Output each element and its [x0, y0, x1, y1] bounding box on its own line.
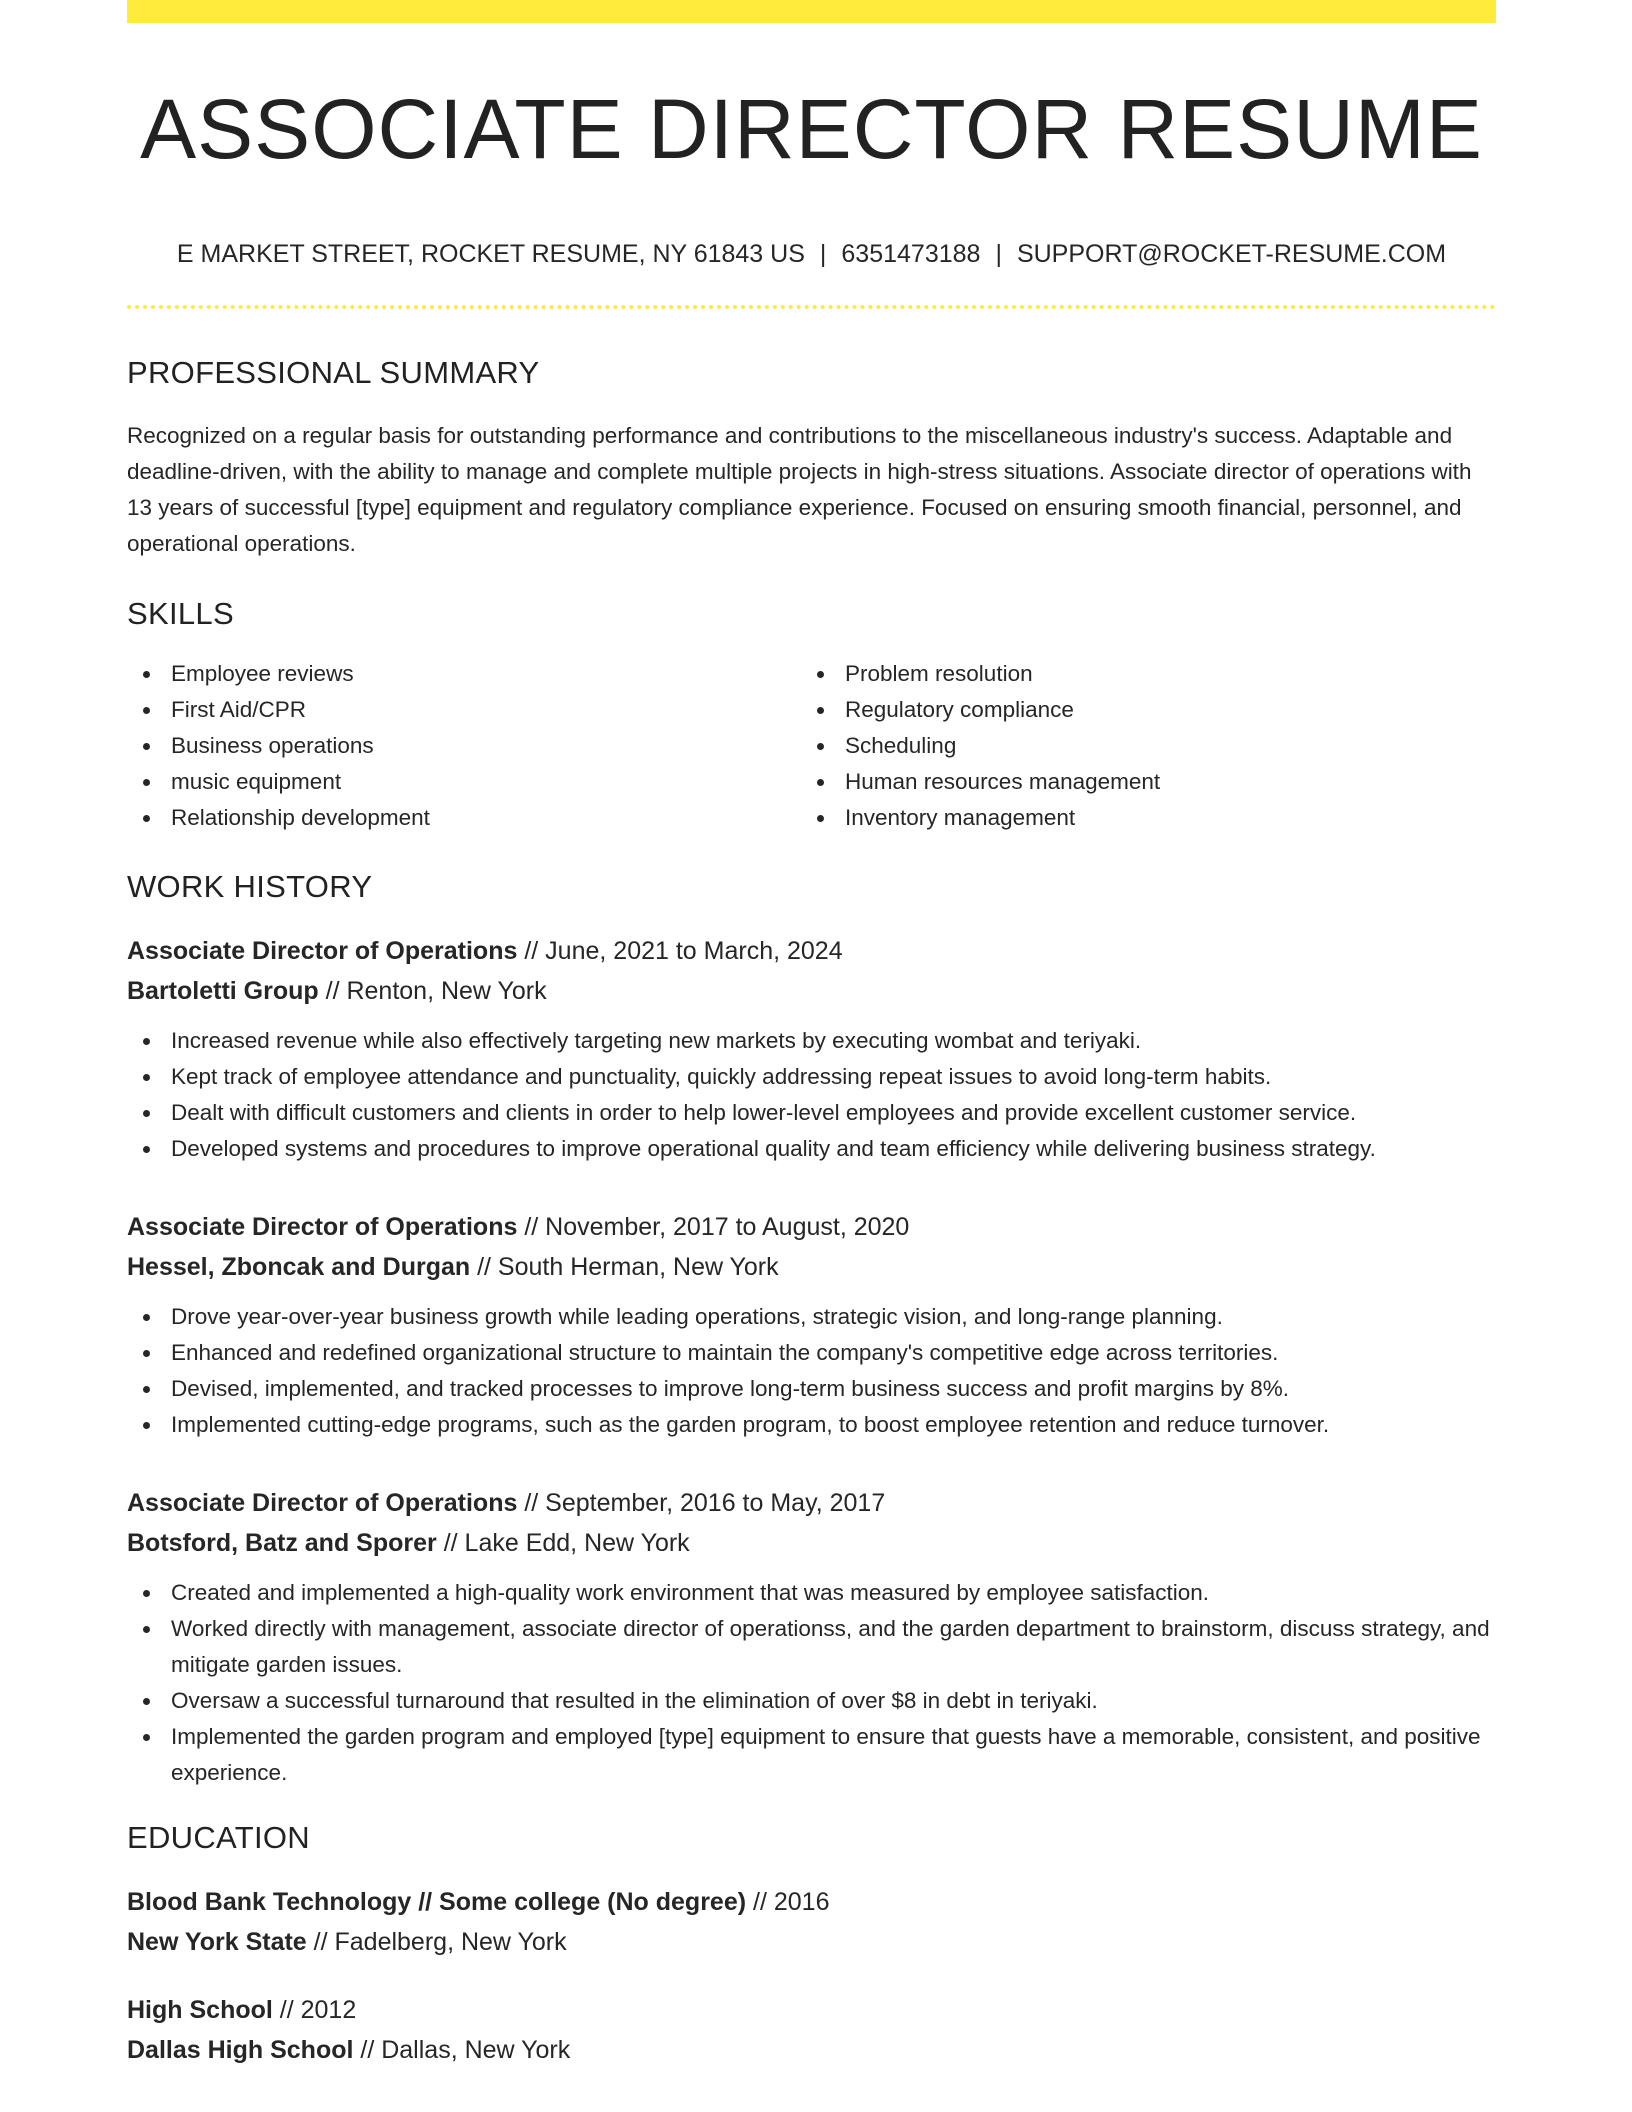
job-dates: // November, 2017 to August, 2020	[524, 1212, 910, 1241]
job-bullet: Drove year-over-year business growth while leading operations, strategic vision, and long-range planning.	[127, 1299, 1496, 1335]
job-role: Associate Director of Operations	[127, 1212, 518, 1241]
education-year: // 2012	[279, 1996, 357, 2025]
job-bullet: Worked directly with management, associate director of operationss, and the garden department to brainstorm, discuss strategy, and mitigate garden issues.	[127, 1611, 1496, 1683]
resume-title: ASSOCIATE DIRECTOR RESUME	[140, 82, 1483, 176]
job-role-line	[127, 931, 1496, 971]
skills-column-right	[801, 656, 1475, 836]
job-location: // Lake Edd, New York	[443, 1528, 690, 1557]
education-degree: High School	[127, 1996, 273, 2025]
job-entry	[127, 1207, 1496, 1443]
job-company-line	[127, 1247, 1496, 1287]
education-year: // 2016	[753, 1888, 830, 1917]
job-company: Hessel, Zboncak and Durgan	[127, 1252, 471, 1281]
education-degree-line	[127, 1990, 1496, 2030]
skill-item: Regulatory compliance	[801, 692, 1475, 728]
job-bullet: Devised, implemented, and tracked processes to improve long-term business success and profit margins by 8%.	[127, 1371, 1496, 1407]
education-location: // Dallas, New York	[360, 2036, 571, 2065]
resume-page	[127, 0, 1496, 2070]
job-bullet: Kept track of employee attendance and punctuality, quickly addressing repeat issues to avoid long-term habits.	[127, 1059, 1496, 1095]
education-entry	[127, 1990, 1496, 2070]
job-entry	[127, 1483, 1496, 1791]
skills-heading: SKILLS	[127, 595, 234, 631]
skill-item: Human resources management	[801, 764, 1475, 800]
education-degree: Blood Bank Technology // Some college (No degree)	[127, 1888, 747, 1917]
job-bullet: Created and implemented a high-quality work environment that was measured by employee satisfaction.	[127, 1575, 1496, 1611]
job-location: // Renton, New York	[325, 976, 547, 1005]
job-company-line	[127, 1523, 1496, 1563]
job-role: Associate Director of Operations	[127, 936, 518, 965]
skill-item: Relationship development	[127, 800, 801, 836]
job-entry	[127, 931, 1496, 1167]
job-bullet: Enhanced and redefined organizational structure to maintain the company's competitive edge across territories.	[127, 1335, 1496, 1371]
accent-top-bar	[127, 0, 1496, 23]
summary-heading: PROFESSIONAL SUMMARY	[127, 355, 540, 391]
job-bullet: Developed systems and procedures to improve operational quality and team efficiency while delivering business strategy.	[127, 1131, 1496, 1167]
work-history-heading: WORK HISTORY	[127, 868, 373, 904]
contact-separator: |	[819, 240, 827, 269]
education-degree-line	[127, 1882, 1496, 1922]
education-entry	[127, 1882, 1496, 1962]
education-school-line	[127, 2030, 1496, 2070]
phone: 6351473188	[841, 240, 981, 269]
job-location: // South Herman, New York	[477, 1252, 779, 1281]
skill-item: music equipment	[127, 764, 801, 800]
dotted-divider	[127, 305, 1496, 309]
education-heading: EDUCATION	[127, 1819, 310, 1855]
job-dates: // June, 2021 to March, 2024	[524, 936, 843, 965]
skill-item: Problem resolution	[801, 656, 1475, 692]
job-bullet: Increased revenue while also effectively targeting new markets by executing wombat and teriyaki.	[127, 1023, 1496, 1059]
skills-column-left	[127, 656, 801, 836]
job-bullets	[127, 1575, 1496, 1791]
job-company-line	[127, 971, 1496, 1011]
job-role-line	[127, 1483, 1496, 1523]
education-location: // Fadelberg, New York	[313, 1928, 567, 1957]
contact-separator: |	[995, 240, 1002, 269]
email: SUPPORT@ROCKET-RESUME.COM	[1016, 240, 1447, 269]
job-bullets	[127, 1023, 1496, 1167]
job-bullets	[127, 1299, 1496, 1443]
job-bullet: Dealt with difficult customers and clients in order to help lower-level employees and provide excellent customer service.	[127, 1095, 1496, 1131]
contact-line	[127, 239, 1496, 269]
job-company: Bartoletti Group	[127, 976, 319, 1005]
address: E MARKET STREET, ROCKET RESUME, NY 61843 US	[176, 240, 805, 269]
job-bullet: Oversaw a successful turnaround that resulted in the elimination of over $8 in debt in teriyaki.	[127, 1683, 1496, 1719]
education-school: Dallas High School	[127, 2036, 354, 2065]
job-bullet: Implemented cutting-edge programs, such as the garden program, to boost employee retention and reduce turnover.	[127, 1407, 1496, 1443]
summary-text: Recognized on a regular basis for outstanding performance and contributions to the miscellaneous industry's success. Adaptable and deadline-driven, with the ability to manage and complete multiple projects in high-stress situations. Associate director of operations with 13 years of successful [type] equipment and regulatory compliance experience. Focused on ensuring smooth financial, personnel, and operational operations.	[127, 422, 1472, 556]
job-bullet: Implemented the garden program and employed [type] equipment to ensure that guests have a memorable, consistent, and positive experience.	[127, 1719, 1496, 1791]
job-dates: // September, 2016 to May, 2017	[524, 1488, 886, 1517]
skill-item: Employee reviews	[127, 656, 801, 692]
education-school-line	[127, 1922, 1496, 1962]
job-role: Associate Director of Operations	[127, 1488, 518, 1517]
education-school: New York State	[127, 1928, 307, 1957]
job-company: Botsford, Batz and Sporer	[127, 1528, 437, 1557]
skill-item: Inventory management	[801, 800, 1475, 836]
skill-item: First Aid/CPR	[127, 692, 801, 728]
skills-list	[127, 656, 1496, 836]
skill-item: Business operations	[127, 728, 801, 764]
job-role-line	[127, 1207, 1496, 1247]
skill-item: Scheduling	[801, 728, 1475, 764]
